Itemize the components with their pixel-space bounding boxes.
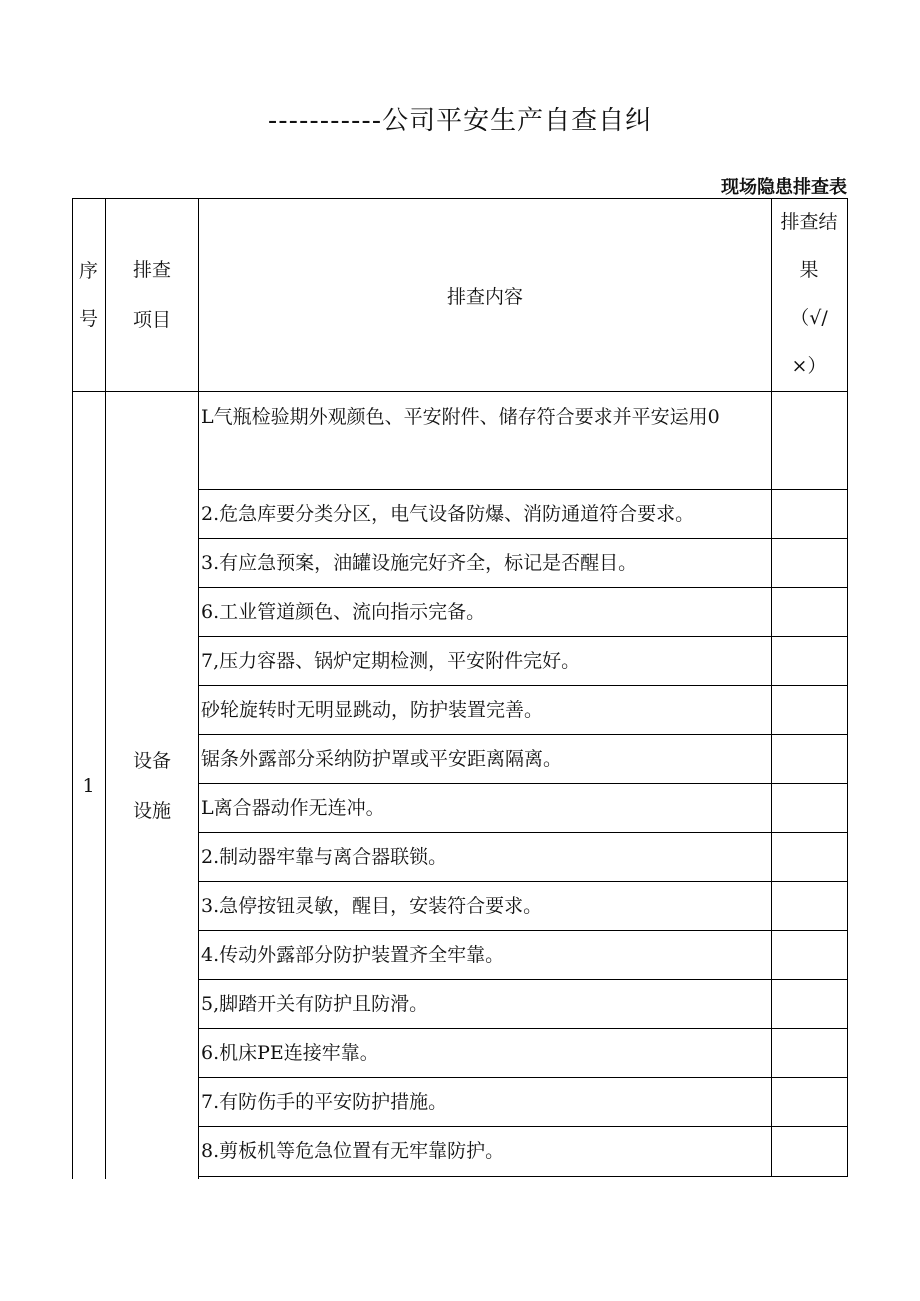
table-row: 3.有应急预案，油罐设施完好齐全，标记是否醒目。 (201, 552, 638, 574)
table-row: 8.剪板机等危急位置有无牢靠防护。 (201, 1140, 505, 1162)
header-result-line2: 果 (799, 259, 819, 281)
row-divider (198, 832, 848, 833)
row-divider (198, 881, 848, 882)
header-result (771, 198, 847, 392)
header-item-line1: 排查 (132, 259, 171, 281)
table-row: 5,脚踏开关有防护且防滑。 (201, 993, 429, 1015)
table-col-divider-3 (771, 198, 772, 1177)
row-divider (198, 734, 848, 735)
table-row: 砂轮旋转时无明显跳动，防护装置完善。 (201, 699, 544, 721)
row-divider (198, 1077, 848, 1078)
table-row: 3.急停按钮灵敏，醒目，安装符合要求。 (201, 895, 543, 917)
header-seq (72, 198, 105, 392)
table-row: 6.工业管道颜色、流向指示完备。 (201, 601, 486, 623)
group-item-line2: 设施 (132, 799, 171, 822)
header-result-line1: 排查结 (780, 211, 838, 233)
table-row: 锯条外露部分采纳防护罩或平安距离隔离。 (201, 748, 563, 770)
table-border-top (72, 198, 848, 199)
table-row: 7.有防伤手的平安防护措施。 (201, 1091, 448, 1113)
group-seq (72, 392, 105, 1179)
group-item (105, 392, 199, 1179)
header-result-line3: （√/ (790, 307, 828, 329)
row-divider (198, 538, 848, 539)
header-seq-line2: 号 (78, 308, 98, 330)
table-row: L离合器动作无连冲。 (201, 797, 385, 819)
row-divider (198, 489, 848, 490)
row-divider (198, 930, 848, 931)
row-divider (198, 636, 848, 637)
table-row: 4.传动外露部分防护装置齐全牢靠。 (201, 944, 505, 966)
table-row: 6.机床PE连接牢靠。 (201, 1042, 379, 1064)
group-item-line1: 设备 (132, 749, 171, 772)
table-border-right (847, 198, 848, 1177)
header-content-label: 排查内容 (446, 285, 523, 308)
table-header-divider (72, 391, 848, 392)
row-divider (198, 685, 848, 686)
table-border-left (72, 198, 73, 1179)
row-divider (198, 1028, 848, 1029)
table-row: 2.制动器牢靠与离合器联锁。 (201, 846, 448, 868)
table-row: 7,压力容器、锅炉定期检测，平安附件完好。 (201, 650, 581, 672)
table-col-divider-2 (198, 198, 199, 1179)
row-divider (198, 783, 848, 784)
group-seq-value: 1 (82, 774, 95, 797)
row-divider (198, 979, 848, 980)
row-divider (198, 1176, 848, 1177)
header-result-line4: ×） (791, 355, 827, 377)
header-item (105, 198, 199, 392)
row-divider (198, 1126, 848, 1127)
table-row: 2.危急库要分类分区，电气设备防爆、消防通道符合要求。 (201, 503, 695, 525)
row-divider (198, 587, 848, 588)
table-row: L气瓶检验期外观颜色、平安附件、储存符合要求并平安运用0 (201, 406, 720, 428)
table-col-divider-1 (105, 198, 106, 1179)
header-item-line2: 项目 (132, 309, 171, 331)
header-seq-line1: 序 (78, 260, 98, 282)
header-content (199, 198, 771, 392)
table-subtitle: 现场隐患排查表 (721, 177, 847, 198)
page-title: -----------公司平安生产自查自纠 (267, 106, 653, 136)
